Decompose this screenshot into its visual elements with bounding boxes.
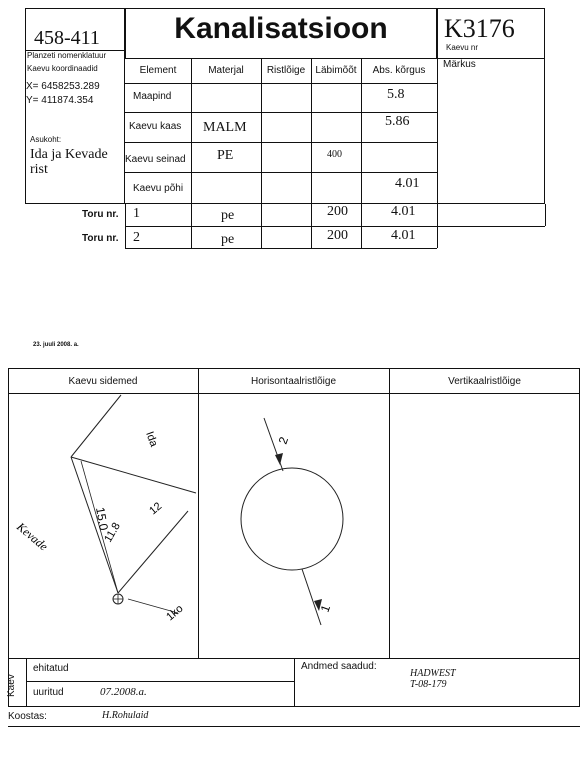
row-diameter: 400 (327, 149, 342, 160)
section-connections: Kaevu sidemed (68, 376, 138, 387)
location-label: Asukoht: (30, 135, 62, 144)
coord-x: X= 6458253.289 (26, 81, 100, 92)
print-date: 23. juuli 2008. a. (33, 342, 79, 348)
header-material: Materjal (208, 65, 244, 76)
data-from-label: Andmed saadud: (301, 661, 377, 672)
pipe-table (125, 204, 545, 248)
built-label: ehitatud (33, 663, 69, 674)
connections-sketch (8, 393, 198, 658)
pipe-material: pe (221, 232, 235, 247)
surveyed-value: 07.2008.a. (100, 686, 147, 698)
pipe-height: 4.01 (391, 204, 416, 219)
row-height: 4.01 (395, 176, 420, 191)
row-element: Kaevu seinad (125, 154, 186, 165)
nomenclature-label: Planzeti nomenklatuur (27, 51, 107, 60)
element-table (125, 59, 437, 204)
horizontal-section-sketch (198, 393, 389, 658)
pipe-no: 1 (133, 206, 140, 221)
header-element: Element (139, 65, 177, 76)
location-value: Ida ja Kevade rist (30, 147, 108, 177)
pipe-out-label: 1 (317, 602, 334, 615)
row-material: MALM (203, 120, 247, 135)
row-material: PE (217, 148, 234, 163)
pipe-in-label: 2 (275, 434, 292, 447)
distance-label-2: 11.8 (102, 520, 123, 545)
card-title: Kanalisatsioon (174, 12, 388, 45)
row-element: Kaevu kaas (129, 121, 182, 132)
pipe-material: pe (221, 208, 235, 223)
coord-y: Y= 411874.354 (26, 95, 94, 106)
pipe-label: Toru nr. (82, 233, 119, 244)
street-label-ida: Ida (143, 429, 160, 449)
section-horizontal: Horisontaalristlõige (250, 376, 337, 387)
well-label: Kaev (6, 674, 17, 697)
street-label-kevade: Kevade (14, 519, 51, 554)
data-from-ref: T-08-179 (410, 679, 447, 690)
data-from-value: HADWEST (410, 668, 456, 679)
pipe-diameter: 200 (327, 204, 348, 219)
pipe-height: 4.01 (391, 228, 416, 243)
header-height: Abs. kõrgus (372, 65, 426, 76)
pipe-diameter: 200 (327, 228, 348, 243)
distance-label-1: 15.0 (93, 506, 111, 532)
header-diameter: Läbimõõt (315, 65, 357, 76)
well-id: K3176 (444, 14, 515, 43)
compiled-value: H.Rohulaid (102, 710, 149, 721)
surveyed-label: uuritud (33, 687, 64, 698)
sheet-code: 458-411 (34, 27, 100, 49)
pipe-label: Toru nr. (82, 209, 119, 220)
remarks-label: Märkus (443, 59, 476, 70)
pipe-no: 2 (133, 230, 140, 245)
row-height: 5.86 (385, 114, 410, 129)
well-no-label: Kaevu nr (446, 43, 479, 52)
coords-label: Kaevu koordinaadid (27, 64, 98, 73)
row-element: Kaevu põhi (133, 183, 184, 194)
side-label-1: 12 (147, 500, 165, 518)
header-section: Ristlõige (266, 65, 306, 76)
row-element: Maapind (133, 91, 172, 102)
side-label-2: 1ko (164, 602, 186, 624)
row-height: 5.8 (387, 87, 405, 102)
section-vertical: Vertikaalristlõige (448, 376, 521, 387)
compiled-label: Koostas: (8, 711, 47, 722)
